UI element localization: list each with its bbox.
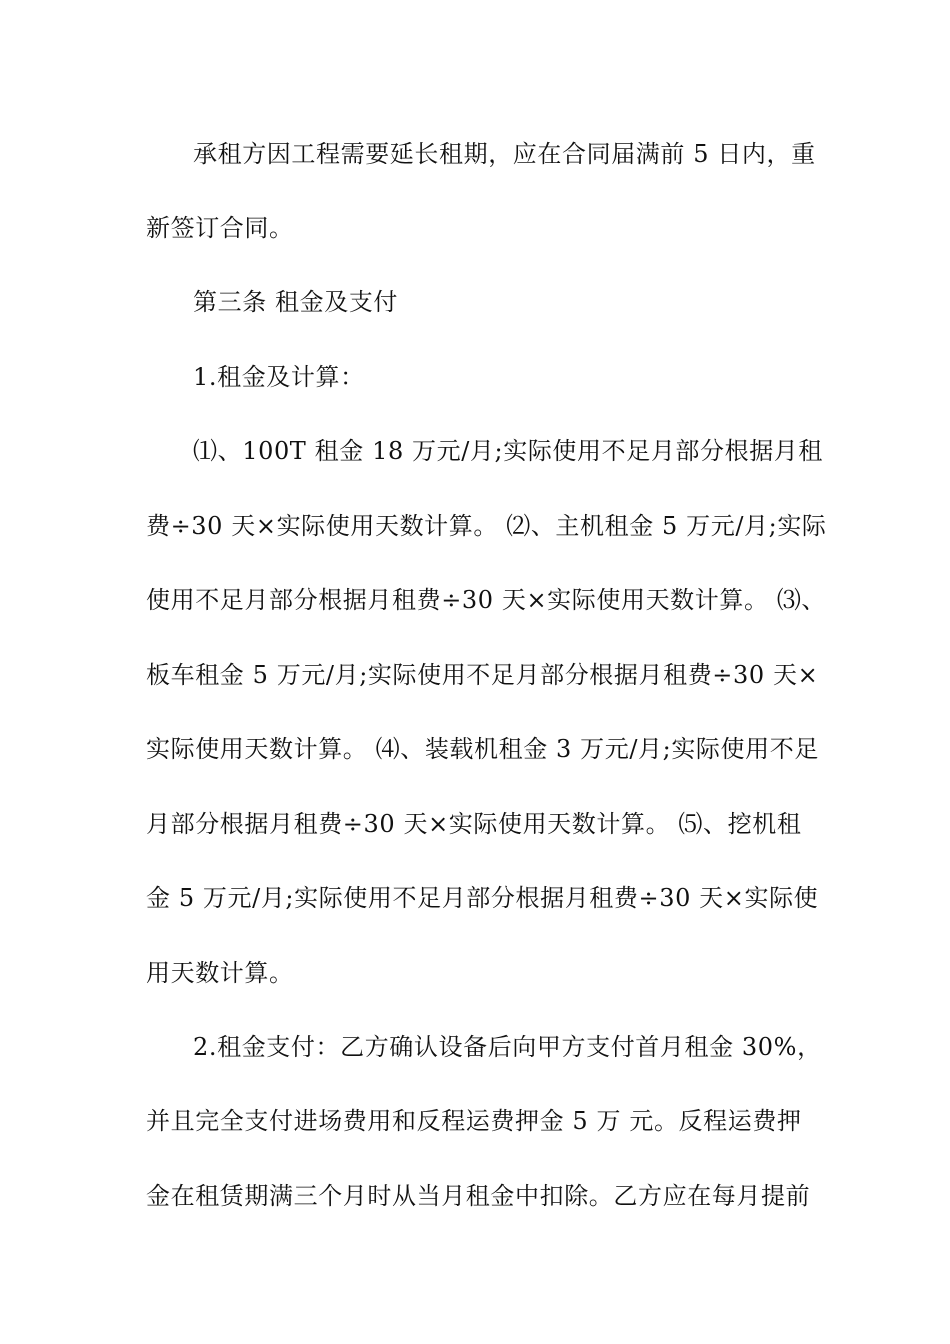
paragraph-line: ⑴、100T 租金 18 万元/月;实际使用不足月部分根据月租 [193,437,824,465]
paragraph-line: 并且完全支付进场费用和反程运费押金 5 万 元。反程运费押 [146,1107,802,1135]
paragraph-line: 用天数计算。 [146,959,294,987]
paragraph-line: 金在租赁期满三个月时从当月租金中扣除。乙方应在每月提前 [146,1182,811,1210]
subsection-heading: 1.租金及计算： [193,363,365,391]
paragraph-line: 板车租金 5 万元/月;实际使用不足月部分根据月租费÷30 天× [146,661,819,689]
paragraph-line: 2.租金支付：乙方确认设备后向甲方支付首月租金 30%， [193,1033,822,1061]
section-heading: 第三条 租金及支付 [193,288,399,316]
paragraph-line: 新签订合同。 [146,214,294,242]
paragraph-line: 实际使用天数计算。 ⑷、装载机租金 3 万元/月;实际使用不足 [146,735,819,763]
paragraph-line: 月部分根据月租费÷30 天×实际使用天数计算。 ⑸、挖机租 [146,810,802,838]
paragraph-line: 费÷30 天×实际使用天数计算。 ⑵、主机租金 5 万元/月;实际 [146,512,827,540]
paragraph-line: 承租方因工程需要延长租期，应在合同届满前 5 日内，重 [193,140,816,168]
paragraph-line: 金 5 万元/月;实际使用不足月部分根据月租费÷30 天×实际使 [146,884,819,912]
paragraph-line: 使用不足月部分根据月租费÷30 天×实际使用天数计算。 ⑶、 [146,586,827,614]
